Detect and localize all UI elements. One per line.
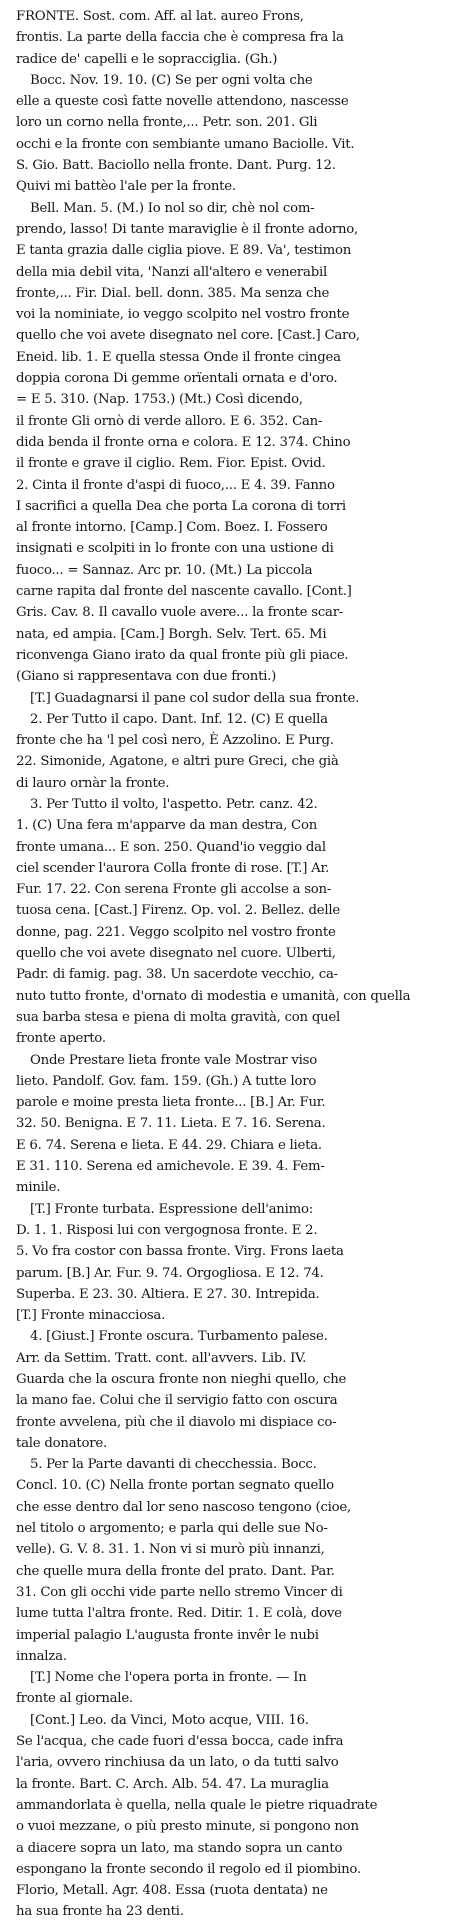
- entry-line: doppia corona Di gemme orïentali ornata e d'oro.: [16, 371, 338, 387]
- entry-line: quello che voi avete disegnato nel cuore. Ulberti,: [16, 946, 336, 962]
- entry-line: quello che voi avete disegnato nel core. [Cast.] Caro,: [16, 328, 360, 344]
- entry-line: innalza.: [16, 1648, 67, 1664]
- entry-line: il fronte Gli ornò di verde alloro. E 6. 352. Can-: [16, 413, 323, 429]
- entry-line: fronte umana... E son. 250. Quand'io veggio dal: [16, 839, 326, 855]
- entry-line: carne rapita dal fronte del nascente cavallo. [Cont.]: [16, 584, 352, 600]
- entry-line: fronte avvelena, più che il diavolo mi dispiace co-: [16, 1414, 337, 1430]
- entry-line: o vuoi mezzane, o più presto minute, si pongono non: [16, 1819, 359, 1835]
- entry-line: Bell. Man. 5. (M.) Io nol so dir, chè nol com-: [30, 200, 315, 216]
- entry-line: riconvenga Giano irato da qual fronte più gli piace.: [16, 647, 349, 663]
- dictionary-entry-fronte: [16, 6, 468, 1923]
- entry-line: 1. (C) Una fera m'apparve da man destra, Con: [16, 818, 318, 834]
- entry-line: occhi e la fronte con sembiante umano Baciolle. Vit.: [16, 136, 355, 152]
- entry-line: tale donatore.: [16, 1435, 107, 1451]
- entry-line: elle a queste così fatte novelle attendono, nascesse: [16, 94, 349, 110]
- entry-line: Arr. da Settim. Tratt. cont. all'avvers. Lib. IV.: [16, 1350, 307, 1366]
- entry-line: Eneid. lib. 1. E quella stessa Onde il fronte cingea: [16, 349, 341, 365]
- entry-line: Se l'acqua, che cade fuori d'essa bocca, cade infra: [16, 1734, 344, 1750]
- entry-line: Bocc. Nov. 19. 10. (C) Se per ogni volta che: [30, 72, 313, 88]
- entry-line: minile.: [16, 1180, 61, 1196]
- entry-line: parole e moine presta lieta fronte... [B.] Ar. Fur.: [16, 1095, 326, 1111]
- entry-line: 32. 50. Benigna. E 7. 11. Lieta. E 7. 16. Serena.: [16, 1116, 326, 1132]
- entry-line: radice de' capelli e le sopracciglia. (Gh.): [16, 51, 278, 67]
- entry-line: 31. Con gli occhi vide parte nello stremo Vincer di: [16, 1584, 343, 1600]
- entry-line: di lauro ornàr la fronte.: [16, 775, 170, 791]
- entry-line: voi la nominiate, io veggo scolpito nel vostro fronte: [16, 307, 350, 323]
- entry-line: la mano fae. Colui che il servigio fatto con oscura: [16, 1393, 338, 1409]
- entry-line: [T.] Fronte turbata. Espressione dell'animo:: [30, 1201, 313, 1217]
- entry-line: che quelle mura della fronte del prato. Dant. Par.: [16, 1563, 335, 1579]
- entry-line: dida benda il fronte orna e colora. E 12. 374. Chino: [16, 434, 351, 450]
- entry-line: = E 5. 310. (Nap. 1753.) (Mt.) Così dicendo,: [16, 392, 303, 408]
- entry-line: Padr. di famig. pag. 38. Un sacerdote vecchio, ca-: [16, 967, 338, 983]
- entry-line: fronte che ha 'l pel così nero, È Azzolino. E Purg.: [16, 733, 334, 749]
- entry-line: lume tutta l'altra fronte. Red. Ditir. 1. E colà, dove: [16, 1606, 342, 1622]
- entry-line: 4. [Giust.] Fronte oscura. Turbamento palese.: [30, 1329, 328, 1345]
- entry-line: 22. Simonide, Agatone, e altri pure Greci, che già: [16, 754, 339, 770]
- entry-line: [T.] Nome che l'opera porta in fronte. — In: [30, 1670, 307, 1686]
- entry-line: nuto tutto fronte, d'ornato di modestia e umanità, con quella: [16, 988, 411, 1004]
- entry-line: della mia debil vita, 'Nanzi all'altero e venerabil: [16, 264, 327, 280]
- entry-line: Guarda che la oscura fronte non nieghi quello, che: [16, 1372, 347, 1387]
- entry-line: insignati e scolpiti in lo fronte con una ustione di: [16, 541, 334, 557]
- entry-line: Quivi mi battèo l'ale per la fronte.: [16, 179, 236, 195]
- entry-line: fronte al giornale.: [16, 1691, 133, 1707]
- entry-line: loro un corno nella fronte,... Petr. son. 201. Gli: [16, 115, 318, 131]
- entry-line: (Giano si rappresentava con due fronti.): [16, 669, 277, 685]
- entry-line: [T.] Guadagnarsi il pane col sudor della sua fronte.: [30, 690, 360, 706]
- entry-line: il fronte e grave il ciglio. Rem. Fior. Epist. Ovid.: [16, 456, 326, 472]
- entry-line: ammandorlata è quella, nella quale le pietre riquadrate: [16, 1797, 378, 1813]
- entry-line: S. Gio. Batt. Baciollo nella fronte. Dant. Purg. 12.: [16, 158, 336, 174]
- entry-line: FRONTE. Sost. com. Aff. al lat. aureo Frons,: [16, 9, 304, 24]
- entry-line: tuosa cena. [Cast.] Firenz. Op. vol. 2. Bellez. delle: [16, 903, 340, 919]
- entry-line: 2. Cinta il fronte d'aspi di fuoco,... E 4. 39. Fanno: [16, 477, 335, 493]
- entry-line: [T.] Fronte minacciosa.: [16, 1308, 166, 1324]
- entry-line: imperial palagio L'augusta fronte invêr le nubi: [16, 1627, 319, 1643]
- entry-line: nel titolo o argomento; e parla qui delle sue No-: [16, 1521, 328, 1537]
- entry-line: sua barba stesa e piena di molta gravità, con quel: [16, 1009, 341, 1025]
- entry-line: [Cont.] Leo. da Vinci, Moto acque, VIII. 16.: [30, 1712, 309, 1728]
- entry-line: 3. Per Tutto il volto, l'aspetto. Petr. canz. 42.: [30, 796, 318, 812]
- entry-line: 5. Per la Parte davanti di checchessia. Bocc.: [30, 1457, 317, 1473]
- entry-line: Onde Prestare lieta fronte vale Mostrar viso: [30, 1052, 317, 1068]
- entry-line: E 31. 110. Serena ed amichevole. E 39. 4. Fem-: [16, 1159, 325, 1175]
- entry-line: al fronte intorno. [Camp.] Com. Boez. I. Fossero: [16, 520, 328, 536]
- entry-line: parum. [B.] Ar. Fur. 9. 74. Orgogliosa. E 12. 74.: [16, 1265, 324, 1281]
- entry-line: prendo, lasso! Di tante maraviglie è il fronte adorno,: [16, 221, 358, 237]
- entry-line: la fronte. Bart. C. Arch. Alb. 54. 47. La muraglia: [16, 1776, 329, 1792]
- entry-line: l'aria, ovvero rinchiusa da un lato, o da tutti salvo: [16, 1755, 339, 1771]
- entry-line: frontis. La parte della faccia che è compresa fra la: [16, 30, 344, 46]
- entry-line: a diacere sopra un lato, ma stando sopra un canto: [16, 1840, 343, 1856]
- entry-line: fronte aperto.: [16, 1031, 106, 1047]
- entry-line: D. 1. 1. Risposi lui con vergognosa fronte. E 2.: [16, 1222, 318, 1238]
- entry-line: Superba. E 23. 30. Altiera. E 27. 30. Intrepida.: [16, 1286, 320, 1302]
- entry-line: Gris. Cav. 8. Il cavallo vuole avere... la fronte scar-: [16, 605, 344, 621]
- entry-line: che esse dentro dal lor seno nascoso tengono (cioe,: [16, 1499, 351, 1515]
- entry-line: Florio, Metall. Agr. 408. Essa (ruota dentata) ne: [16, 1883, 328, 1899]
- entry-line: donne, pag. 221. Veggo scolpito nel vostro fronte: [16, 924, 336, 940]
- entry-line: espongano la fronte secondo il regolo ed il piombino.: [16, 1861, 361, 1877]
- entry-line: nata, ed ampia. [Cam.] Borgh. Selv. Tert. 65. Mi: [16, 626, 327, 642]
- entry-line: fronte,... Fir. Dial. bell. donn. 385. Ma senza che: [16, 285, 330, 301]
- entry-line: Concl. 10. (C) Nella fronte portan segnato quello: [16, 1478, 334, 1494]
- entry-line: 5. Vo fra costor con bassa fronte. Virg. Frons laeta: [16, 1244, 344, 1260]
- entry-line: velle). G. V. 8. 31. 1. Non vi si murò più innanzi,: [16, 1542, 325, 1558]
- entry-line: lieto. Pandolf. Gov. fam. 159. (Gh.) A tutte loro: [16, 1073, 317, 1089]
- entry-line: I sacrifici a quella Dea che porta La corona di torri: [16, 498, 346, 514]
- entry-line: ha sua fronte ha 23 denti.: [16, 1904, 184, 1920]
- entry-line: Fur. 17. 22. Con serena Fronte gli accolse a son-: [16, 882, 332, 898]
- entry-line: ciel scender l'aurora Colla fronte di rose. [T.] Ar.: [16, 860, 330, 876]
- entry-line: E 6. 74. Serena e lieta. E 44. 29. Chiara e lieta.: [16, 1137, 322, 1153]
- entry-line: 2. Per Tutto il capo. Dant. Inf. 12. (C) E quella: [30, 711, 328, 727]
- entry-line: fuoco... = Sannaz. Arc pr. 10. (Mt.) La piccola: [16, 562, 313, 578]
- entry-line: E tanta grazia dalle ciglia piove. E 89. Va', testimon: [16, 243, 352, 259]
